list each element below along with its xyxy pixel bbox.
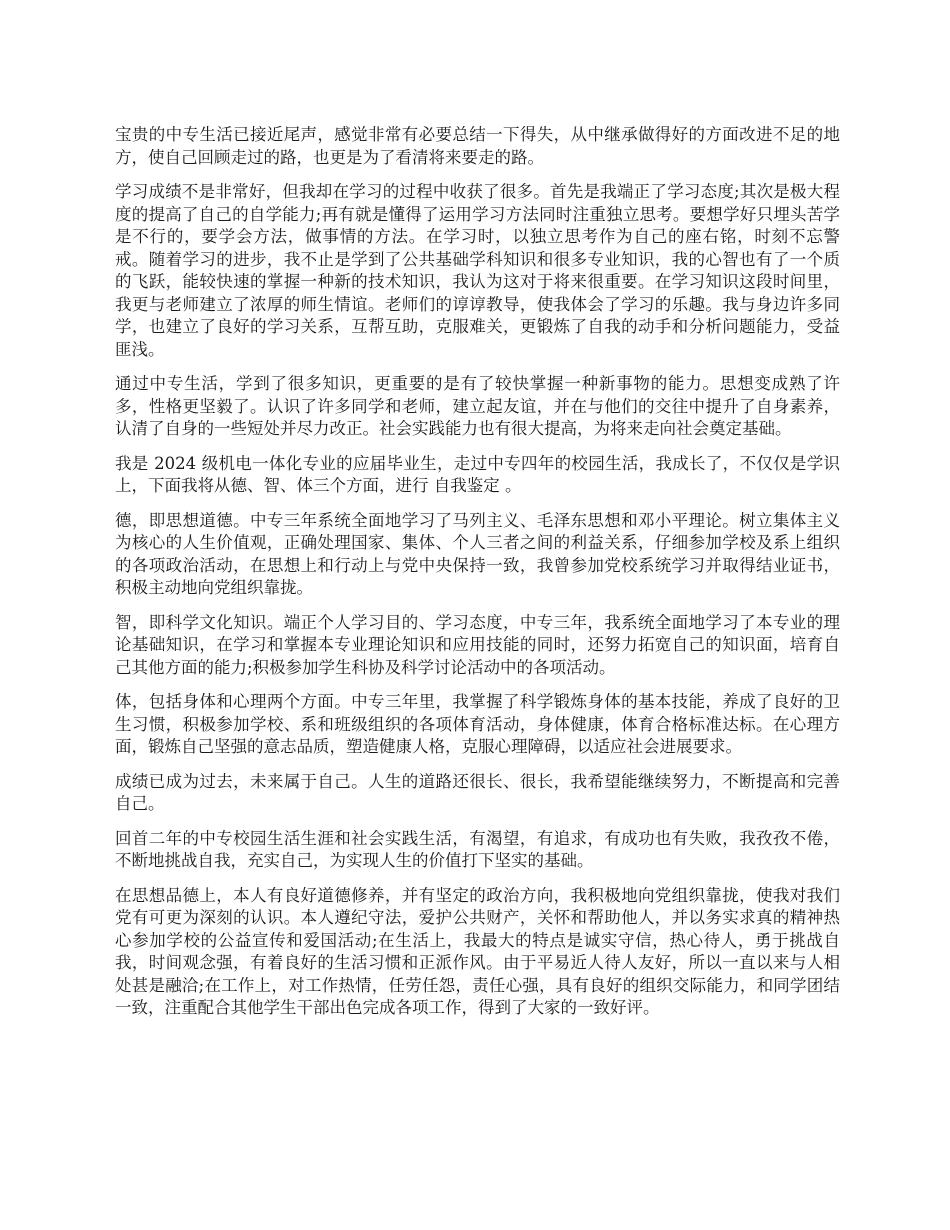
paragraph-review: 回首二年的中专校园生活生涯和社会实践生活，有渴望，有追求，有成功也有失败，我孜孜不倦，不断地挑战自我，充实自己，为实现人生的价值打下坚实的基础。 (115, 828, 840, 870)
paragraph-future: 成绩已成为过去，未来属于自己。人生的道路还很长、很长，我希望能继续努力，不断提高和完善自己。 (115, 771, 840, 813)
paragraph-self-intro: 我是 2024 级机电一体化专业的应届毕业生，走过中专四年的校园生活，我成长了，不仅仅是学识上，下面我将从德、智、体三个方面，进行 自我鉴定 。 (115, 453, 840, 495)
paragraph-morality: 德，即思想道德。中专三年系统全面地学习了马列主义、毛泽东思想和邓小平理论。树立集体主义为核心的人生价值观，正确处理国家、集体、个人三者之间的利益关系，仔细参加学校及系上组织的各项政治活动，在思想上和行动上与党中央保持一致，我曾参加党校系统学习并取得结业证书，积极主动地向党组织靠拢。 (115, 510, 840, 597)
document-body (115, 124, 840, 1032)
paragraph-character: 在思想品德上，本人有良好道德修养，并有坚定的政治方向，我积极地向党组织靠拢，使我对我们党有可更为深刻的认识。本人遵纪守法，爱护公共财产，关怀和帮助他人，并以务实求真的精神热心参加学校的公益宣传和爱国活动;在生活上，我最大的特点是诚实守信，热心待人，勇于挑战自我，时间观念强，有着良好的生活习惯和正派作风。由于平易近人待人友好，所以一直以来与人相处甚是融洽;在工作上，对工作热情，任劳任怨，责任心强，具有良好的组织交际能力，和同学团结一致，注重配合其他学生干部出色完成各项工作，得到了大家的一致好评。 (115, 885, 840, 1017)
paragraph-physique: 体，包括身体和心理两个方面。中专三年里，我掌握了科学锻炼身体的基本技能，养成了良好的卫生习惯，积极参加学校、系和班级组织的各项体育活动，身体健康，体育合格标准达标。在心理方面，锻炼自己坚强的意志品质，塑造健康人格，克服心理障碍，以适应社会进展要求。 (115, 692, 840, 756)
paragraph-growth: 通过中专生活，学到了很多知识，更重要的是有了较快掌握一种新事物的能力。思想变成熟了许多，性格更坚毅了。认识了许多同学和老师，建立起友谊，并在与他们的交往中提升了自身素养，认清了自身的一些短处并尽力改正。社会实践能力也有很大提高，为将来走向社会奠定基础。 (115, 374, 840, 438)
paragraph-intro: 宝贵的中专生活已接近尾声，感觉非常有必要总结一下得失，从中继承做得好的方面改进不足的地方，使自己回顾走过的路，也更是为了看清将来要走的路。 (115, 125, 840, 167)
paragraph-study: 学习成绩不是非常好，但我却在学习的过程中收获了很多。首先是我端正了学习态度;其次是极大程度的提高了自己的自学能力;再有就是懂得了运用学习方法同时注重独立思考。要想学好只埋头苦学是不行的，要学会方法，做事情的方法。在学习时，以独立思考作为自己的座右铭，时刻不忘警戒。随着学习的进步，我不止是学到了公共基础学科知识和很多专业知识，我的心智也有了一个质的飞跃，能较快速的掌握一种新的技术知识，我认为这对于将来很重要。在学习知识这段时间里，我更与老师建立了浓厚的师生情谊。老师们的谆谆教导，使我体会了学习的乐趣。我与身边许多同学，也建立了良好的学习关系，互帮互助，克服难关，更锻炼了自我的动手和分析问题能力，受益匪浅。 (115, 182, 840, 359)
paragraph-intellect: 智，即科学文化知识。端正个人学习目的、学习态度，中专三年，我系统全面地学习了本专业的理论基础知识，在学习和掌握本专业理论知识和应用技能的同时，还努力拓宽自己的知识面，培育自己其他方面的能力;积极参加学生科协及科学讨论活动中的各项活动。 (115, 612, 840, 677)
